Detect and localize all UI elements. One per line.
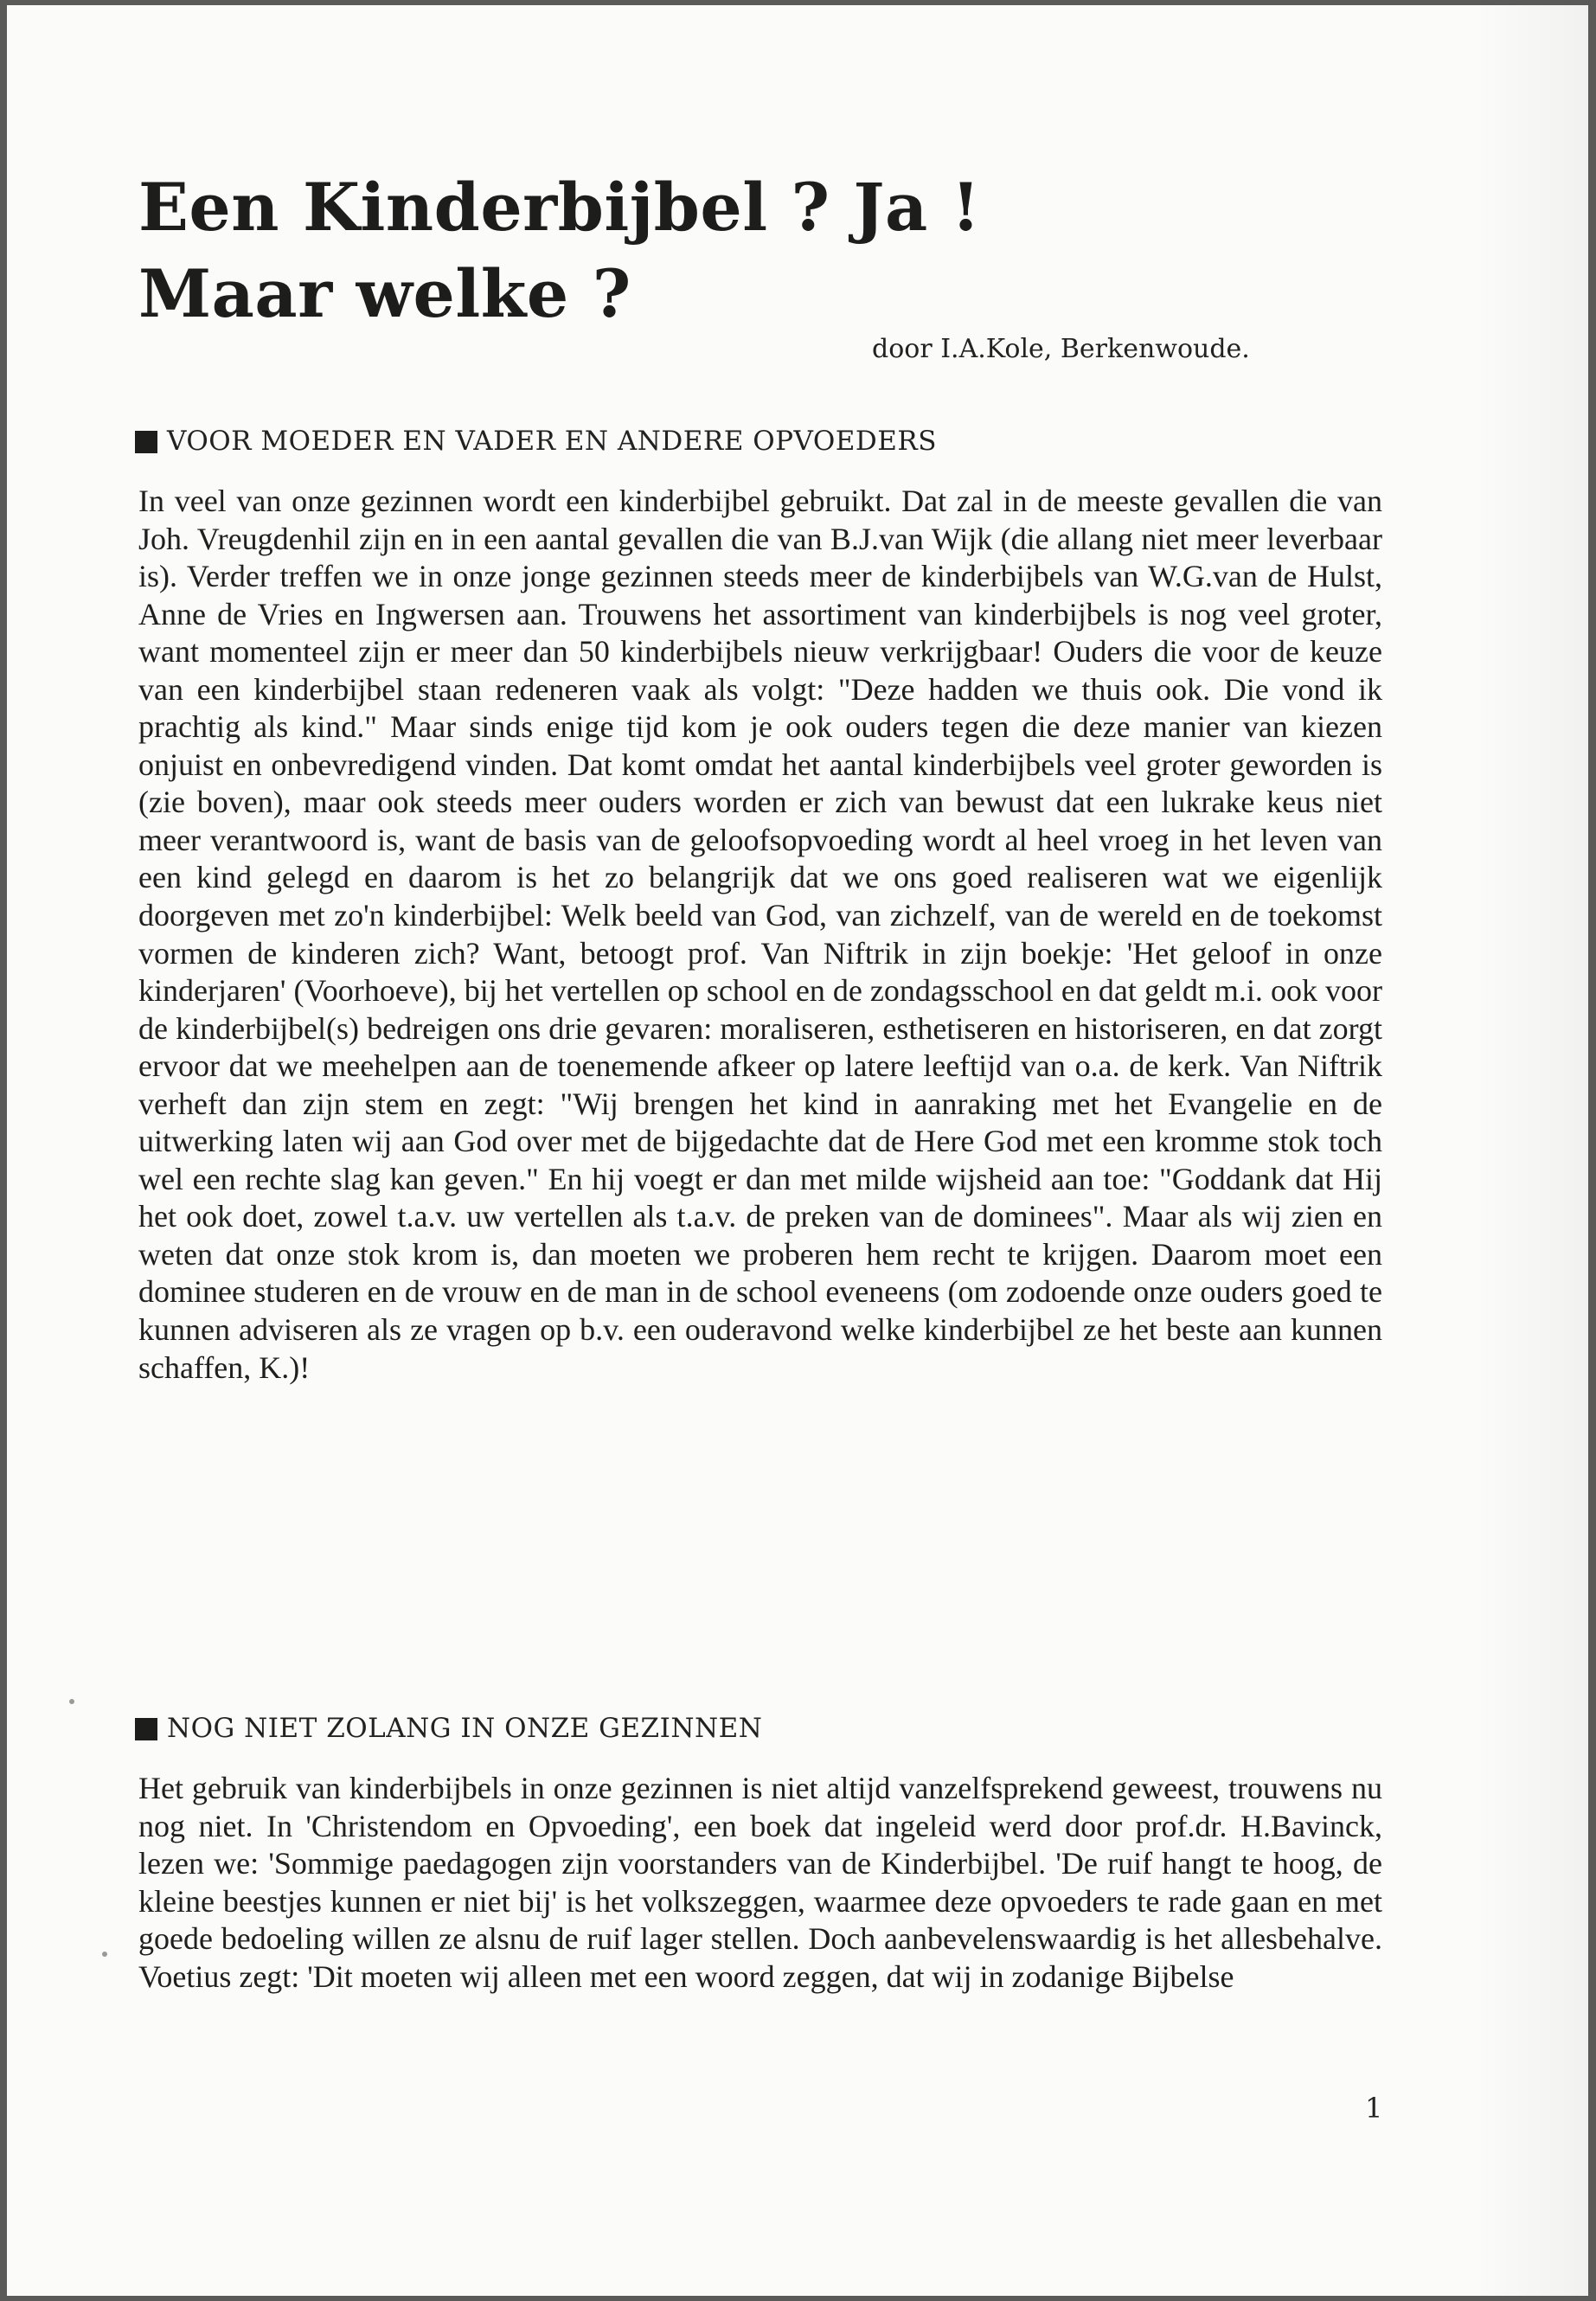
section-body-2: Het gebruik van kinderbijbels in onze gezinnen is niet altijd vanzelfsprekend geweest, trouwens nu nog niet. In 'Christendom en Opvoeding', een boek dat ingeleid werd door prof.dr. H.Bavinck, lezen we: 'Sommige paedagogen zijn voorstanders van de Kinderbijbel. 'De ruif hangt te hoog, de kleine beestjes kunnen er niet bij' is het volkszeggen, waarmee deze opvoeders te rade gaan en met goede bedoeling willen ze alsnu de ruif lager stellen. Doch aanbevelenswaardig is het allesbehalve. Voetius zegt: 'Dit moeten wij alleen met een woord zeggen, dat wij in zodanige Bijbelse: [138, 1771, 1382, 1994]
document-page: [7, 5, 1588, 2296]
section-body-1: In veel van onze gezinnen wordt een kinderbijbel gebruikt. Dat zal in de meeste gevallen die van Joh. Vreugdenhil zijn en in een aantal gevallen die van B.J.van Wijk (die allang niet meer leverbaar is). Verder treffen we in onze jonge gezinnen steeds meer de kinderbijbels van W.G.van de Hulst, Anne de Vries en Ingwersen aan. Trouwens het assortiment van kinderbijbels is nog veel groter, want momenteel zijn er meer dan 50 kinderbijbels nieuw verkrijgbaar! Ouders die voor de keuze van een kinderbijbel staan redeneren vaak als volgt: "Deze hadden we thuis ook. Die vond ik prachtig als kind." Maar sinds enige tijd kom je ook ouders tegen die deze manier van kiezen onjuist en onbevredigend vinden. Dat komt omdat het aantal kinderbijbels veel groter geworden is (zie boven), maar ook steeds meer ouders worden er zich van bewust dat een lukrake keus niet meer verantwoord is, want de basis van de geloofsopvoeding wordt al heel vroeg in het leven van een kind gelegd en daarom is het zo belangrijk dat we ons goed realiseren wat we eigenlijk doorgeven met zo'n kinderbijbel: Welk beeld van God, van zichzelf, van de wereld en de toekomst vormen de kinderen zich? Want, betoogt prof. Van Niftrik in zijn boekje: 'Het geloof in onze kinderjaren' (Voorhoeve), bij het vertellen op school en de zondagsschool en dat geldt m.i. ook voor de kinderbijbel(s) bedreigen ons drie gevaren: moraliseren, esthetiseren en historiseren, en dat zorgt ervoor dat we meehelpen aan de toenemende afkeer op latere leeftijd van o.a. de kerk. Van Niftrik verheft dan zijn stem en zegt: "Wij brengen het kind in aanraking met het Evangelie en de uitwerking laten wij aan God over met de bijgedachte dat de Here God met een kromme stok toch wel een rechte slag kan geven." En hij voegt er dan met milde wijsheid aan toe: "Goddank dat Hij het ook doet, zowel t.a.v. uw vertellen als t.a.v. de preken van de dominees". Maar als wij zien en weten dat onze stok krom is, dan moeten we proberen hem recht te krijgen. Daarom moet een dominee studeren en de vrouw en de man in de school eveneens (om zodoende onze ouders goed te kunnen adviseren als ze vragen op b.v. een ouderavond welke kinderbijbel ze het beste aan kunnen schaffen, K.)!: [138, 484, 1382, 1385]
section-marker-icon: [135, 1718, 157, 1740]
article-title: [138, 164, 981, 337]
title-line-2: Maar welke ?: [138, 255, 631, 332]
section-heading-2: [167, 1713, 762, 1744]
author-byline: door I.A.Kole, Berkenwoude.: [872, 334, 1250, 364]
page-number: 1: [1365, 2092, 1383, 2125]
section-heading-1: [167, 426, 937, 457]
section-marker-icon: [135, 431, 157, 453]
title-line-1: Een Kinderbijbel ? Ja !: [138, 169, 981, 246]
section-heading-1-text: VOOR MOEDER EN VADER EN ANDERE OPVOEDERS: [167, 426, 937, 457]
scan-speck: [102, 1952, 107, 1957]
scan-speck: [69, 1699, 74, 1704]
section-heading-2-text: NOG NIET ZOLANG IN ONZE GEZINNEN: [167, 1713, 763, 1744]
